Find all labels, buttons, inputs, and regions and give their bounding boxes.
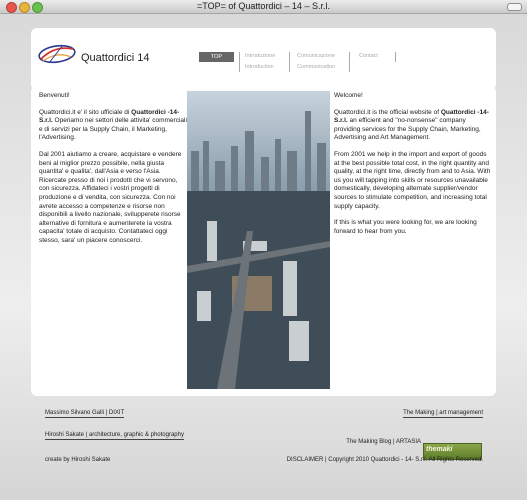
header-card (31, 28, 496, 90)
footer-link-dixit[interactable]: Massimo Silvano Galli | DIXIT (45, 410, 125, 416)
paragraph-en-3: If this is what you were looking for, we are looking forward to hear from you. (334, 219, 477, 235)
nav-introduction-link[interactable]: Introduction (245, 64, 274, 70)
nav-divider (349, 52, 350, 72)
greeting-it: Benvenuti! (39, 92, 70, 99)
window-title: =TOP= of Quattordici – 14 – S.r.l. (197, 1, 330, 11)
footer-copyright: DISCLAIMER | Copyright 2010 Quattordici - 14- S.r.l. All Rights Reserved. (286, 457, 483, 463)
italian-column (39, 92, 189, 246)
paragraph-en-2: From 2001 we help in the import and export of goods at the best possible total cost, in the right quantity and quality, at the right time, directly from and to Asia. With us you will tapping into skills or resources unavailable domestically, developing alternate supplier/vendor sources to stimulate competition, and increasing total supply capacity. (334, 150, 491, 210)
logo-icon[interactable] (37, 41, 77, 67)
greeting-en: Welcome! (334, 92, 363, 99)
content-card (31, 86, 496, 396)
english-column (334, 92, 492, 244)
nav-divider (239, 52, 240, 72)
nav-introduzione-link[interactable]: Introduzione (245, 53, 276, 59)
toolbar-toggle-button[interactable] (507, 3, 522, 11)
badge-text: themaki (426, 446, 453, 453)
nav-communication-link[interactable]: Communication (297, 64, 336, 70)
footer-link-blog[interactable]: The Making Blog | ARTASIA (346, 439, 421, 445)
intro-paragraph-en: Quattordici.it is the official website of Quattordici -14- S.r.l. an efficient and "no-nonsense" company providing services for the Supply Chain, Marketing, Advertising and Art Management. (334, 108, 489, 142)
intro-paragraph-it: Quattordici.it e' il sito ufficiale di Quattordici -14- S.r.l. Operiamo nei settori delle attivita' commerciali e di servizi per la Supply Chain, il Marketing, l'Advertising. (39, 108, 187, 142)
footer-credit[interactable]: create by Hiroshi Sakate (45, 457, 111, 463)
logo-text[interactable]: Quattordici 14 (81, 52, 150, 64)
footer-link-the-making[interactable]: The Making | art management (403, 410, 483, 416)
nav-divider (289, 52, 290, 72)
city-skyline-photo (187, 91, 330, 389)
company-name: Quattordici -14- S.r.l. (39, 108, 180, 125)
nav-top-button[interactable]: TOP (199, 52, 234, 62)
footer-link-sakate[interactable]: Hiroshi Sakate | architecture, graphic & photography (45, 432, 184, 438)
paragraph-it-2: Dal 2001 aiutiamo a creare, acquistare e vendere beni al miglior prezzo possibile, nella giusta quantita' e qualita', dall'Asia e verso l'Asia. Ricercate presso di noi i prodotti che vi servono, con sicurezza. Affidateci i vostri progetti di produzione e di vendita, con sicurezza. Con noi avrete accesso a competenze e risorse non disponibili a livello nazionale, svilupperete risorse alternative di fornitura e aumenterete la vostra capacita' totale di acquisto. Contattateci oggi stesso, sara' un piacere conoscerci. (39, 150, 182, 244)
company-name: Quattordici -14- S.r.l. (334, 108, 489, 125)
window-titlebar (0, 0, 527, 14)
nav-contact-link[interactable]: Contact (359, 53, 378, 59)
page-background (0, 14, 527, 500)
nav-divider (395, 52, 396, 62)
nav-comunicazione-link[interactable]: Comunicazione (297, 53, 335, 59)
